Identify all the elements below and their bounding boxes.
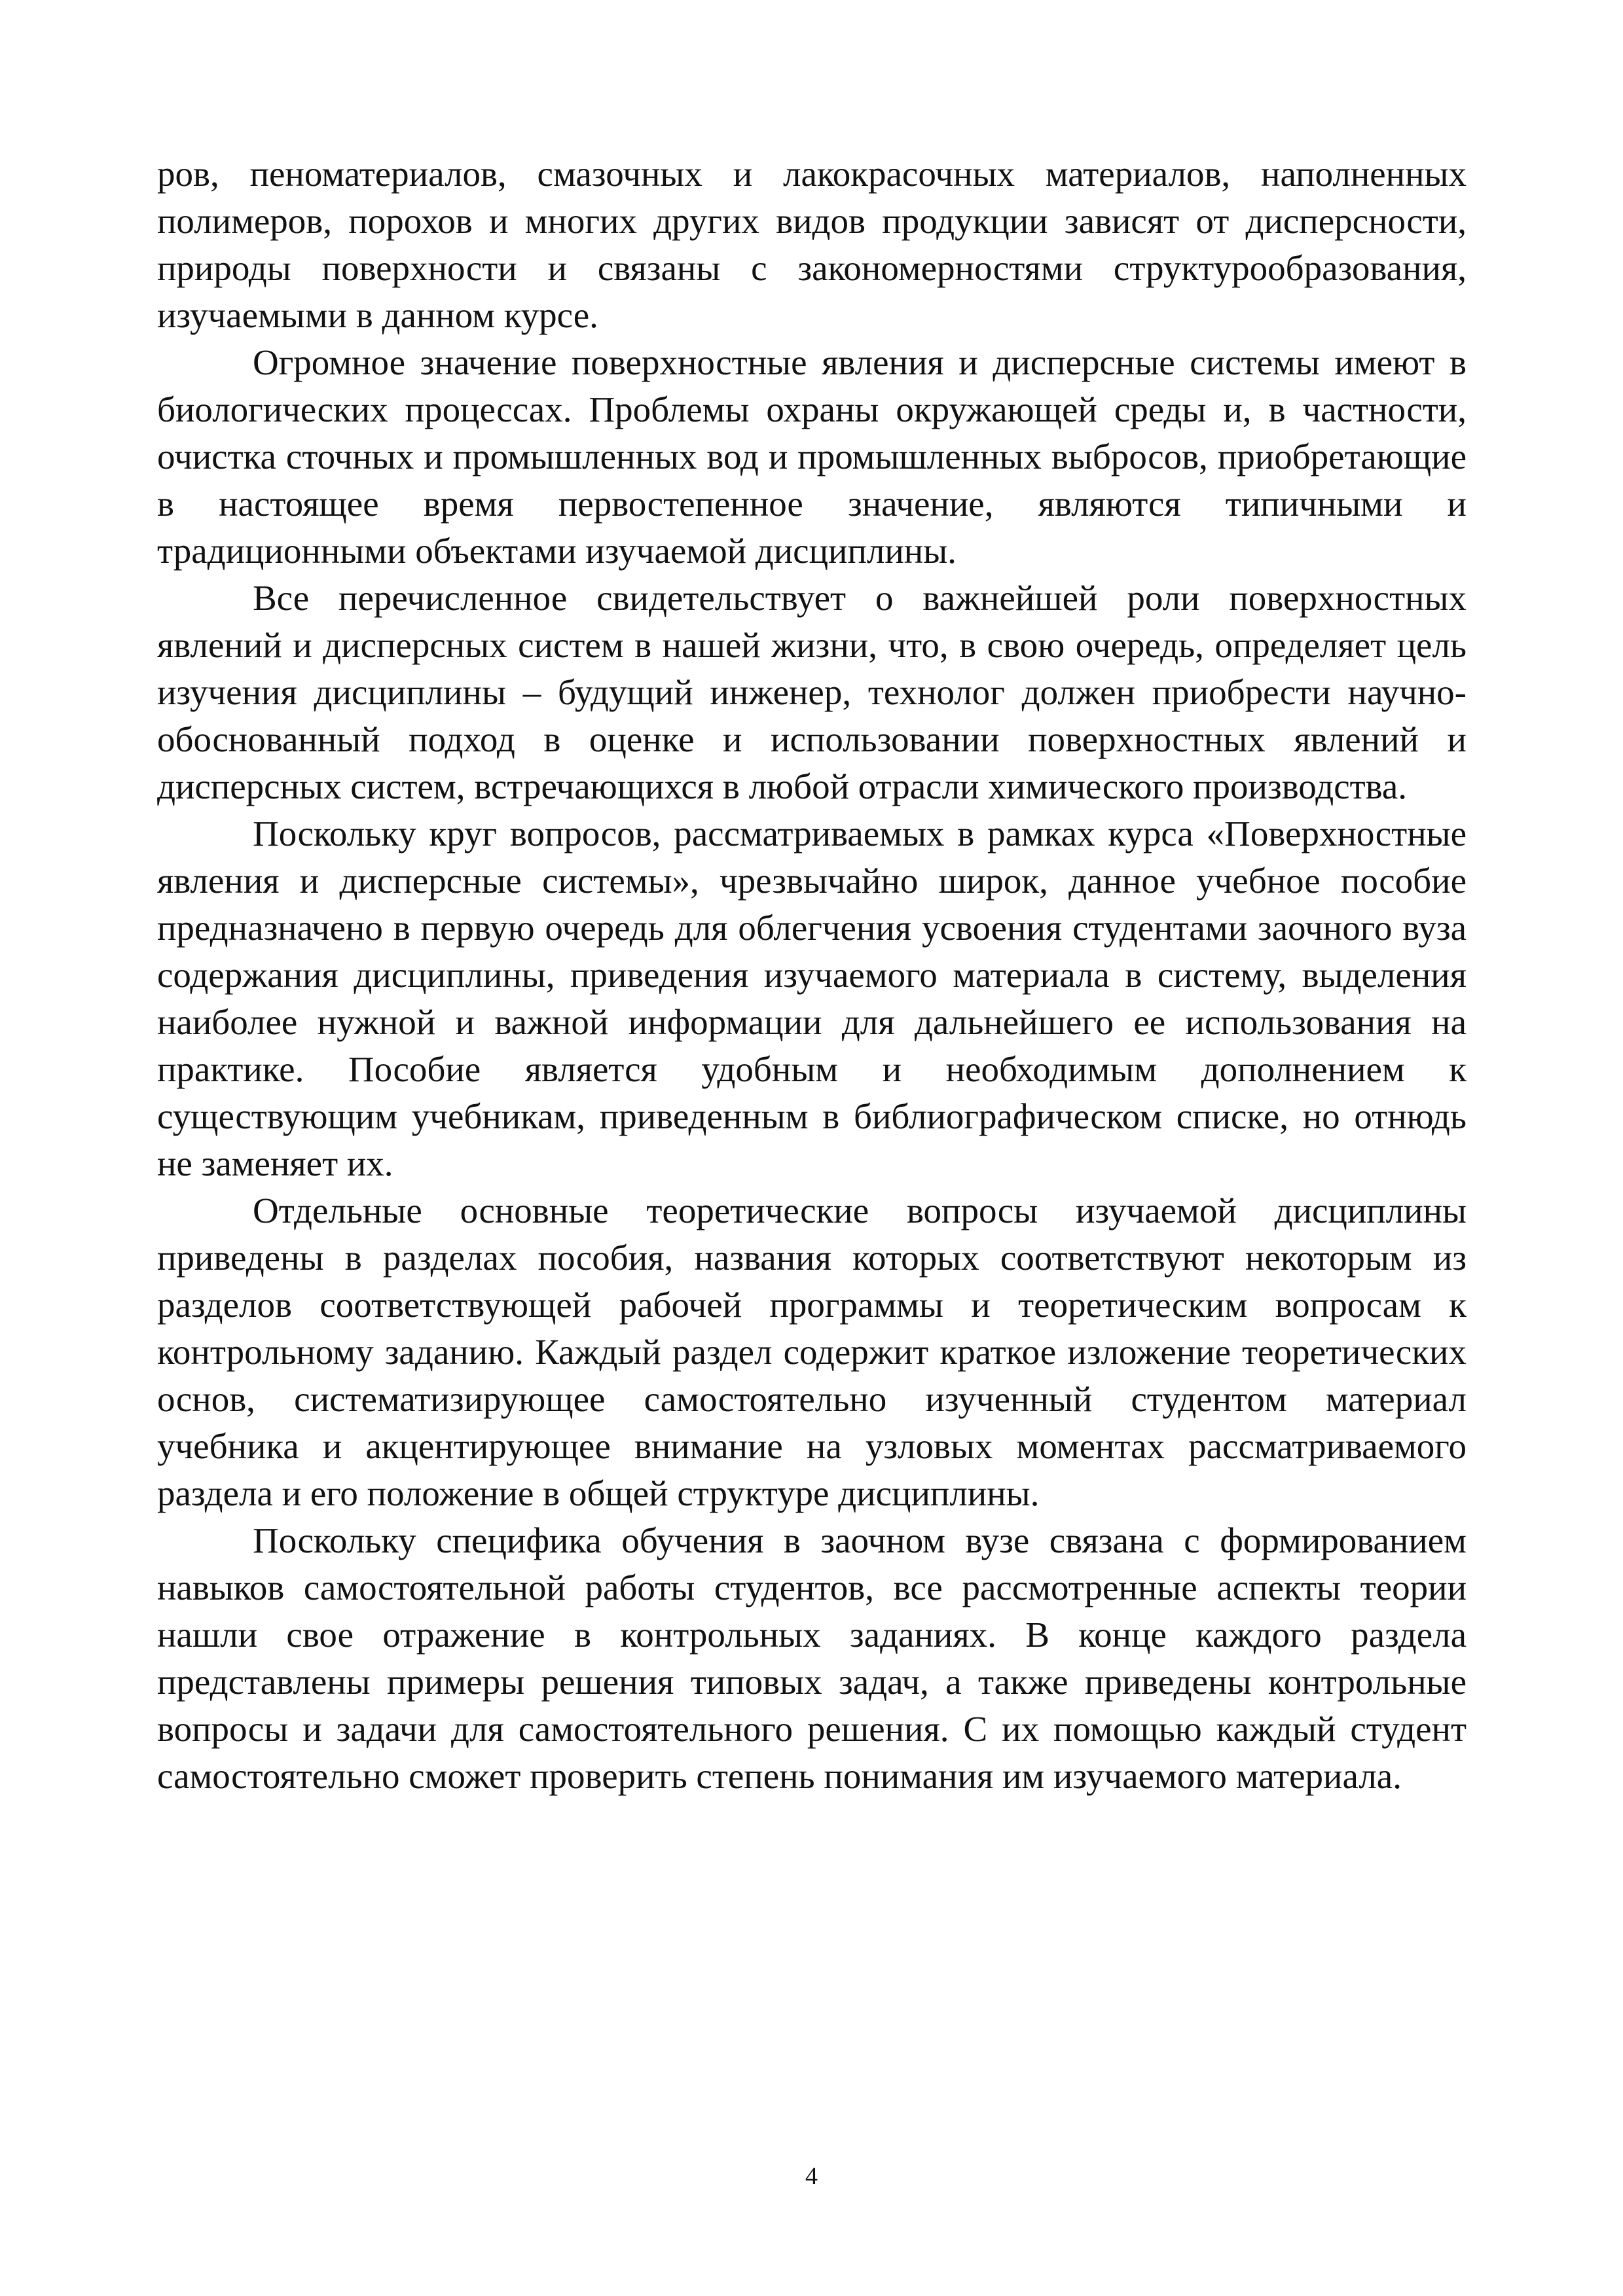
page-number: 4 — [805, 2162, 818, 2190]
paragraph-continuation: ров, пеноматериалов, смазочных и лакокрасочных материалов, наполненных полимеров, порохов и многих других видов продукции зависят от дисперсности, природы поверхности и связаны с закономерностями структурообразования, изучаемыми в данном курсе. — [157, 154, 1467, 335]
paragraph-self-study: Поскольку специфика обучения в заочном вузе связана с формированием навыков самостоятельной работы студентов, все рассмотренные аспекты теории нашли свое отражение в контрольных заданиях. В конце каждого раздела представлены примеры решения типовых задач, а также приведены контрольные вопросы и задачи для самостоятельного решения. С их помощью каждый студент самостоятельно сможет проверить степень понимания им изучаемого материала. — [157, 1520, 1467, 1796]
paragraph-biological-processes: Огромное значение поверхностные явления и дисперсные системы имеют в биологических процессах. Проблемы охраны окружающей среды и, в частности, очистка сточных и промышленных вод и промышленных выбросов, приобретающие в настоящее время первостепенное значение, являются типичными и традиционными объектами изучаемой дисциплины. — [157, 342, 1467, 571]
body-text — [157, 151, 1467, 1800]
paragraph-sections-overview: Отдельные основные теоретические вопросы изучаемой дисциплины приведены в разделах пособия, названия которых соответствуют некоторым из разделов соответствующей рабочей программы и теоретическим вопросам к контрольному заданию. Каждый раздел содержит краткое изложение теоретических основ, систематизирующее самостоятельно изученный студентом материал учебника и акцентирующее внимание на узловых моментах рассматриваемого раздела и его положение в общей структуре дисциплины. — [157, 1191, 1467, 1513]
paragraph-manual-purpose: Поскольку круг вопросов, рассматриваемых в рамках курса «Поверхностные явления и дисперсные системы», чрезвычайно широк, данное учебное пособие предназначено в первую очередь для облегчения усвоения студентами заочного вуза содержания дисциплины, приведения изучаемого материала в систему, выделения наиболее нужной и важной информации для дальнейшего ее использования на практике. Пособие является удобным и необходимым дополнением к существующим учебникам, приведенным в библиографическом списке, но отнюдь не заменяет их. — [157, 814, 1467, 1183]
paragraph-discipline-goal: Все перечисленное свидетельствует о важнейшей роли поверхностных явлений и дисперсных систем в нашей жизни, что, в свою очередь, определяет цель изучения дисциплины – будущий инженер, технолог должен приобрести научно-обоснованный подход в оценке и использовании поверхностных явлений и дисперсных систем, встречающихся в любой отрасли химического производства. — [157, 578, 1467, 806]
